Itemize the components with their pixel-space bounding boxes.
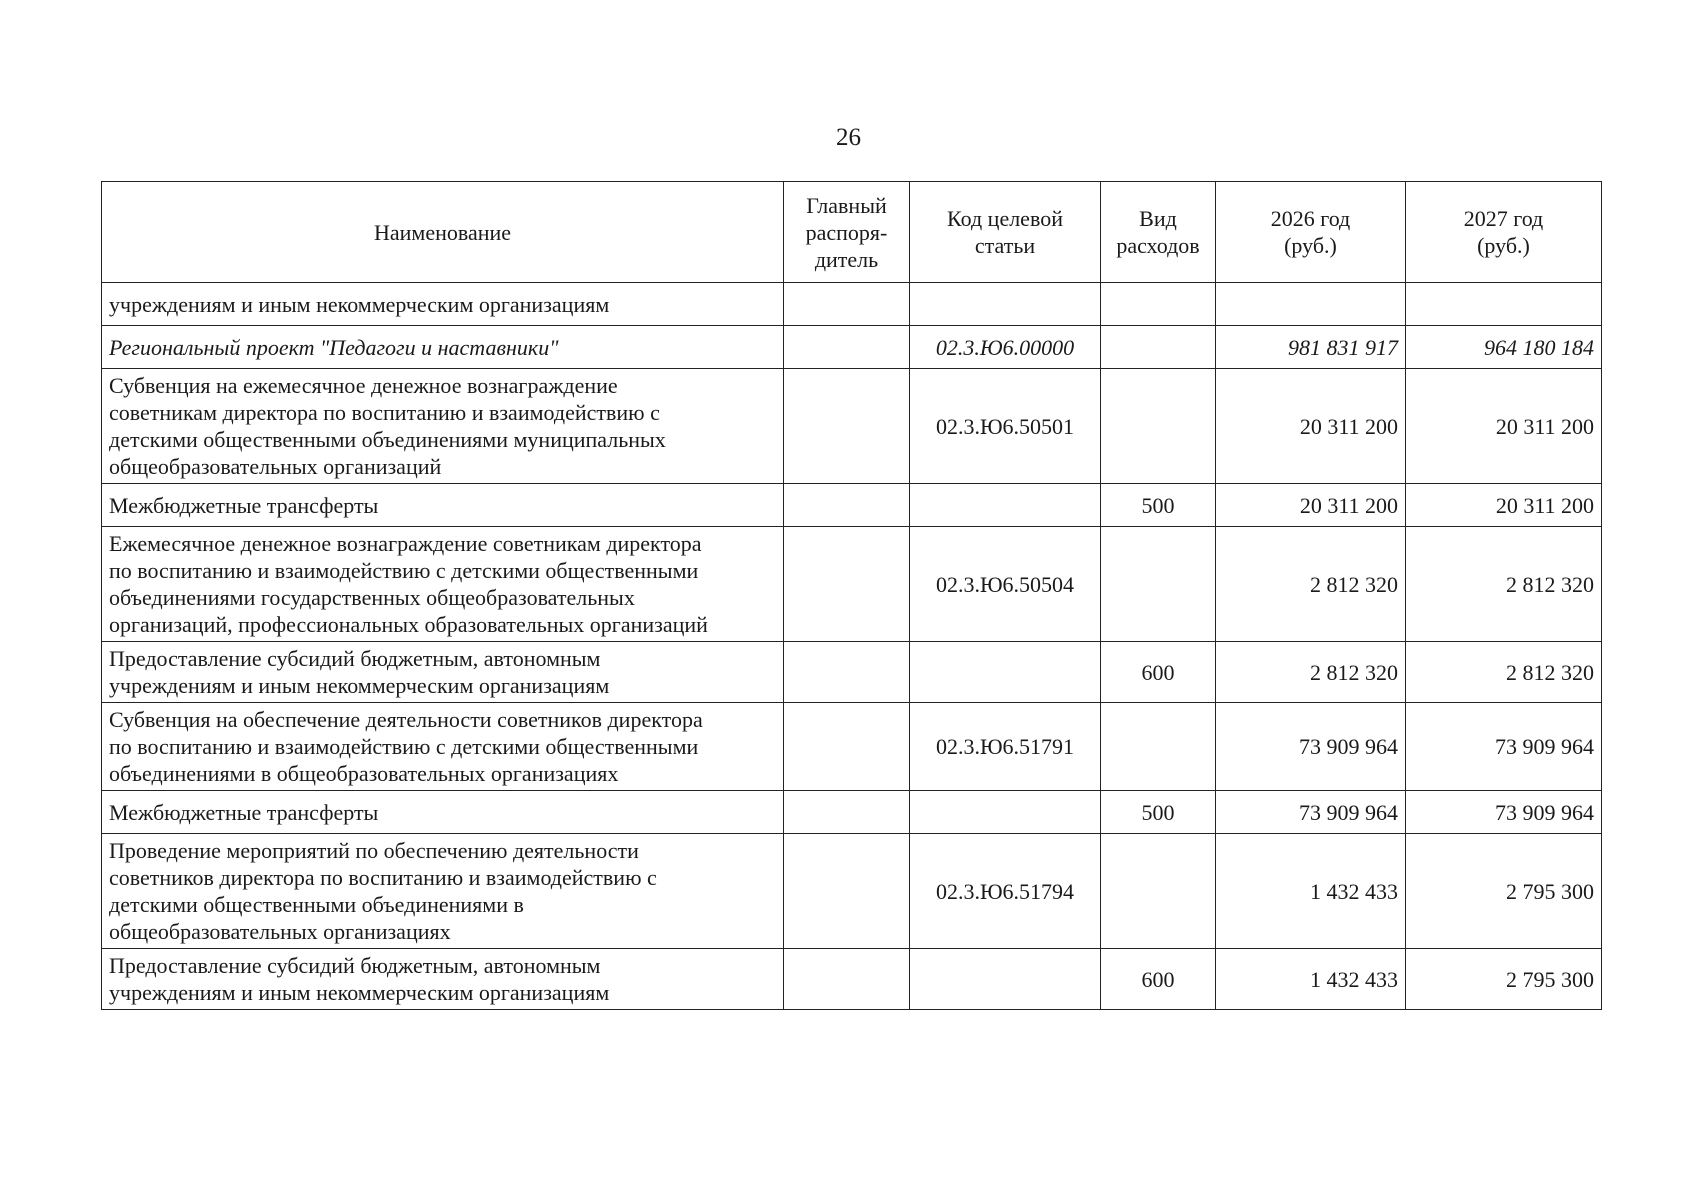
table-row — [102, 703, 1602, 791]
row-glav — [784, 642, 910, 703]
row-vid — [1101, 834, 1216, 949]
row-name — [102, 326, 784, 369]
table-row — [102, 484, 1602, 527]
row-name-line: Межбюджетные трансферты — [109, 492, 379, 518]
header-year-2026 — [1216, 182, 1406, 283]
row-amount-2026: 981 831 917 — [1216, 326, 1406, 369]
row-name-line: Субвенция на ежемесячное денежное вознаграждение — [109, 373, 618, 398]
row-vid — [1101, 326, 1216, 369]
header-year-2026-line: (руб.) — [1284, 233, 1337, 258]
header-code-line: Код целевой — [947, 206, 1063, 231]
header-year-2027 — [1406, 182, 1602, 283]
row-name-line: Субвенция на обеспечение деятельности советников директора — [109, 707, 703, 732]
row-code — [910, 484, 1101, 527]
row-glav — [784, 484, 910, 527]
row-vid: 500 — [1101, 791, 1216, 834]
page-number: 26 — [836, 124, 861, 151]
row-name-line: по воспитанию и взаимодействию с детскими общественными — [109, 734, 699, 759]
row-code — [910, 949, 1101, 1010]
row-glav — [784, 326, 910, 369]
header-glav-line: распоря- — [805, 219, 888, 245]
row-name-line: общеобразовательных организациях — [109, 919, 451, 944]
row-code: 02.3.Ю6.50504 — [910, 527, 1101, 642]
row-name-line: Предоставление субсидий бюджетным, автономным — [109, 953, 601, 978]
header-year-2027-line: (руб.) — [1477, 233, 1530, 258]
row-name-line: Ежемесячное денежное вознаграждение советникам директора — [109, 531, 702, 556]
row-amount-2026: 1 432 433 — [1216, 834, 1406, 949]
row-name — [102, 283, 784, 326]
row-name-line: учреждениям и иным некоммерческим организациям — [109, 291, 610, 317]
row-name-line: детскими общественными объединениями муниципальных — [109, 427, 666, 452]
row-amount-2026 — [1216, 283, 1406, 326]
row-amount-2026: 20 311 200 — [1216, 369, 1406, 484]
header-row — [102, 182, 1602, 283]
table-row — [102, 527, 1602, 642]
table-row — [102, 791, 1602, 834]
row-code: 02.3.Ю6.50501 — [910, 369, 1101, 484]
table-row — [102, 369, 1602, 484]
row-name-line: советников директора по воспитанию и взаимодействию с — [109, 865, 657, 890]
row-name-line: учреждениям и иным некоммерческим организациям — [109, 980, 610, 1005]
row-code: 02.3.Ю6.00000 — [910, 326, 1101, 369]
table-row — [102, 283, 1602, 326]
row-code: 02.3.Ю6.51791 — [910, 703, 1101, 791]
header-glav-line: Главный — [806, 192, 887, 218]
row-amount-2027: 73 909 964 — [1406, 703, 1602, 791]
table-row — [102, 642, 1602, 703]
header-vid-line: Вид — [1139, 206, 1177, 231]
row-vid: 600 — [1101, 642, 1216, 703]
row-amount-2027: 2 795 300 — [1406, 949, 1602, 1010]
row-glav — [784, 791, 910, 834]
row-glav — [784, 703, 910, 791]
row-vid — [1101, 283, 1216, 326]
table-row — [102, 834, 1602, 949]
row-amount-2026: 2 812 320 — [1216, 527, 1406, 642]
row-name-line: объединениями в общеобразовательных организациях — [109, 761, 619, 786]
row-glav — [784, 527, 910, 642]
row-amount-2027: 2 795 300 — [1406, 834, 1602, 949]
row-amount-2026: 73 909 964 — [1216, 703, 1406, 791]
row-name-line: Региональный проект "Педагоги и наставники" — [109, 334, 559, 360]
row-glav — [784, 369, 910, 484]
row-name-line: общеобразовательных организаций — [109, 454, 442, 479]
row-code: 02.3.Ю6.51794 — [910, 834, 1101, 949]
row-amount-2027 — [1406, 283, 1602, 326]
row-amount-2027: 73 909 964 — [1406, 791, 1602, 834]
row-amount-2027: 2 812 320 — [1406, 642, 1602, 703]
table-body — [102, 283, 1602, 1010]
row-vid — [1101, 703, 1216, 791]
row-name — [102, 642, 784, 703]
header-code-line: статьи — [974, 233, 1036, 258]
row-amount-2026: 20 311 200 — [1216, 484, 1406, 527]
row-amount-2026: 2 812 320 — [1216, 642, 1406, 703]
row-code — [910, 283, 1101, 326]
row-amount-2026: 1 432 433 — [1216, 949, 1406, 1010]
header-code — [910, 182, 1101, 283]
row-code — [910, 642, 1101, 703]
row-name-line: Проведение мероприятий по обеспечению деятельности — [109, 838, 639, 863]
row-amount-2027: 20 311 200 — [1406, 369, 1602, 484]
row-vid: 600 — [1101, 949, 1216, 1010]
header-glav-line: дитель — [814, 246, 879, 272]
row-name-line: по воспитанию и взаимодействию с детскими общественными — [109, 558, 699, 583]
row-glav — [784, 834, 910, 949]
row-amount-2027: 964 180 184 — [1406, 326, 1602, 369]
budget-table — [101, 181, 1602, 1010]
row-name — [102, 703, 784, 791]
row-name — [102, 369, 784, 484]
row-name-line: организаций, профессиональных образовательных организаций — [109, 612, 708, 637]
row-name — [102, 484, 784, 527]
row-vid — [1101, 369, 1216, 484]
header-name: Наименование — [102, 182, 784, 283]
row-name-line: Межбюджетные трансферты — [109, 799, 379, 825]
row-vid — [1101, 527, 1216, 642]
header-vid-line: расходов — [1116, 233, 1200, 258]
row-name — [102, 791, 784, 834]
row-amount-2027: 2 812 320 — [1406, 527, 1602, 642]
table-row — [102, 949, 1602, 1010]
row-vid: 500 — [1101, 484, 1216, 527]
row-name-line: учреждениям и иным некоммерческим организациям — [109, 673, 610, 698]
header-year-2027-line: 2027 год — [1463, 206, 1544, 231]
header-glav — [784, 182, 910, 283]
row-glav — [784, 283, 910, 326]
row-glav — [784, 949, 910, 1010]
header-year-2026-line: 2026 год — [1270, 206, 1351, 231]
row-name — [102, 949, 784, 1010]
row-name-line: Предоставление субсидий бюджетным, автономным — [109, 646, 601, 671]
row-name — [102, 527, 784, 642]
row-name-line: детскими общественными объединениями в — [109, 892, 524, 917]
row-code — [910, 791, 1101, 834]
row-name-line: советникам директора по воспитанию и взаимодействию с — [109, 400, 660, 425]
row-name — [102, 834, 784, 949]
table-header — [102, 182, 1602, 283]
row-name-line: объединениями государственных общеобразовательных — [109, 585, 635, 610]
table-row — [102, 326, 1602, 369]
header-vid — [1101, 182, 1216, 283]
row-amount-2026: 73 909 964 — [1216, 791, 1406, 834]
row-amount-2027: 20 311 200 — [1406, 484, 1602, 527]
